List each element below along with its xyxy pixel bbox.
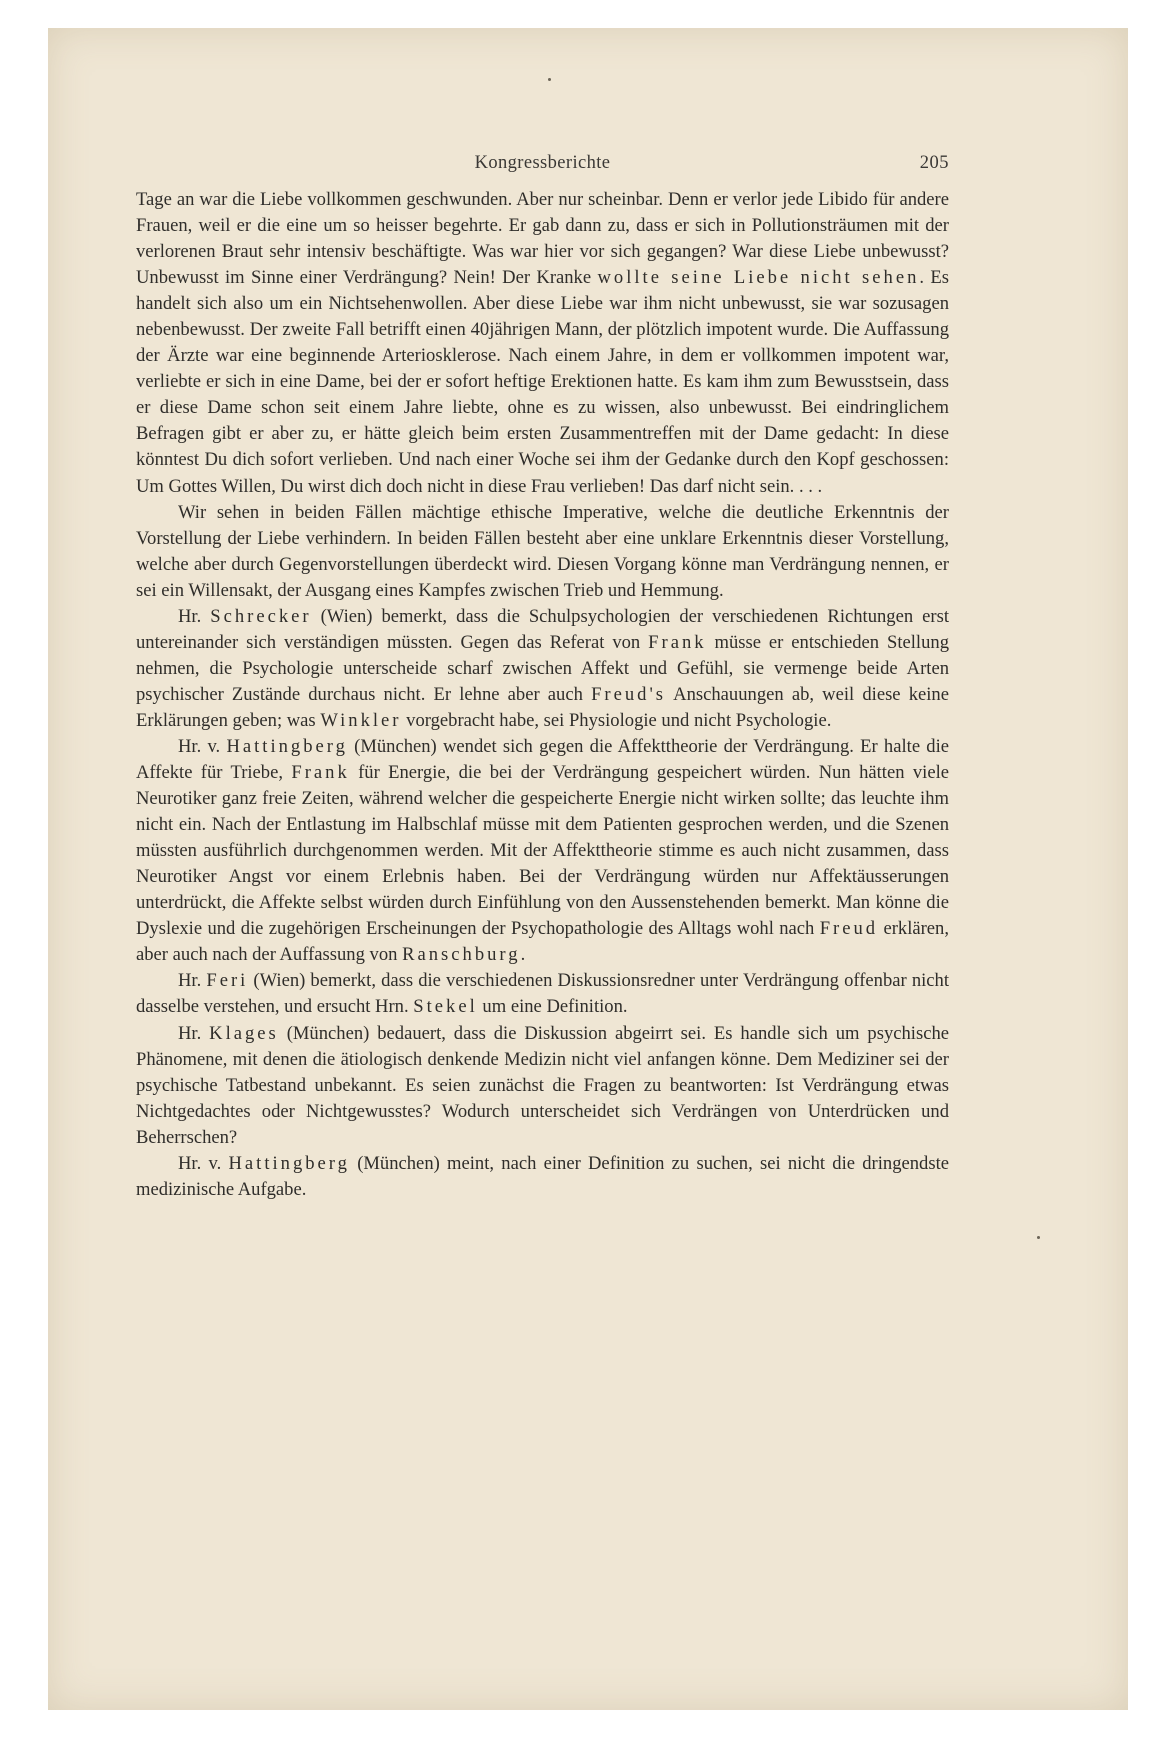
spaced-name: Frank [291,762,350,784]
spaced-name: Freud [819,918,879,940]
text-run: Anschauungen ab, weil diese keine Erklärungen geben; was [136,683,949,731]
text-run: . Es handelt sich also um ein Nichtsehenwollen. Aber diese Liebe war ihm nicht unbewusst, sie war sozusagen nebenbewusst. Der zweite Fall betrifft einen 40jährigen Mann, der plötzlich impotent wurde. Die Auffassung der Ärzte war eine beginnende Arteriosklerose. Nach einem Jahre, in dem er vollkommen impotent war, verliebte er sich in eine Dame, bei der er sofort heftige Erektionen hatte. Es kam ihm zum Bewusstsein, dass er diese Dame schon seit einem Jahre liebte, ohne es zu wissen, also unbewusst. Bei eindringlichem Befragen gibt er aber zu, er hätte gleich beim ersten Zusammentreffen mit der Dame gedacht: In diese könntest Du dich sofort verlieben. Und nach einer Woche sei ihm der Gedanke durch den Kopf geschossen: Um Gottes Willen, Du wirst dich doch nicht in diese Frau verlieben! Das darf nicht sein. . . . [136,267,949,497]
spaced-name: Stekel [413,996,478,1018]
text-run: (Wien) bemerkt, dass die verschiedenen Diskussionsredner unter Verdrängung offenbar nicht dasselbe verstehen, und ersucht Hrn. [136,970,950,1018]
stray-ink-dot [548,78,551,81]
paragraph [136,500,949,604]
text-run: um eine Definition. [477,996,628,1018]
text-run: vorgebracht habe, sei Physiologie und nicht Psychologie. [401,709,832,731]
spaced-name: wollte seine Liebe nicht sehen [597,267,920,289]
paragraph [136,604,949,734]
spaced-name: Freud's [591,683,667,705]
spaced-name: Winkler [320,709,402,731]
spaced-name: Klages [209,1022,279,1044]
paragraph [136,968,949,1020]
text-run: (München) bedauert, dass die Diskussion abgeirrt sei. Es handle sich um psychische Phänomene, mit denen die ätiologisch denkende Medizin nicht viel anfangen könne. Dem Mediziner sei der psychische Tatbestand unbekannt. Es seien zunächst die Fragen zu beantworten: Ist Verdrängung etwas Nichtgedachtes oder Nichtgewusstes? Wodurch unterscheidet sich Verdrängen von Unterdrücken und Beherrschen? [136,1022,949,1148]
spaced-name: Hattingberg [226,735,348,757]
text-run: . [520,944,526,966]
running-head-title: Kongressberichte [474,153,611,173]
spaced-name: Feri [206,970,249,992]
paragraph [136,1151,949,1203]
text-run: Hr. [178,1022,210,1044]
text-run: (Wien) bemerkt, dass die Schulpsychologien der verschiedenen Richtungen erst untereinander sich verständigen müssten. Gegen das Referat von [136,605,949,653]
text-run: (München) meint, nach einer Definition zu suchen, sei nicht die dringendste medizinische Aufgabe. [136,1152,949,1200]
paragraph [136,1021,949,1151]
spaced-name: Ranschburg [402,944,521,966]
text-run: für Energie, die bei der Verdrängung gespeichert würden. Nun hätten viele Neurotiker ganz freie Zeiten, während welcher die gespeicherte Energie nicht wirken sollte; das leuchte ihm nicht ein. Nach der Entlastung im Halbschlaf müsse mit dem Patienten gesprochen werden, und die Szenen müssten ausführlich durchgenommen werden. Mit der Affekttheorie stimme es auch nicht zusammen, dass Neurotiker Angst vor einem Erlebnis haben. Bei der Verdrängung würden nur Affektäusserungen unterdrückt, die Affekte selbst würden durch Einfühlung von den Aussenstehenden bemerkt. Man könne die Dyslexie und die zugehörigen Erscheinungen der Psychopathologie des Alltags wohl nach [136,762,949,940]
text-run: Hr. [178,970,207,992]
text-run: Hr. v. [178,735,227,757]
paragraph [136,187,949,500]
spaced-name: Frank [648,631,707,653]
text-run: erklären, aber auch nach der Auffassung von [136,918,949,966]
text-run: (München) wendet sich gegen die Affekttheorie der Verdrängung. Er halte die Affekte für Triebe, [136,735,950,784]
running-head [136,150,949,176]
stray-ink-dot [1037,1236,1040,1239]
spaced-name: Schrecker [210,605,312,627]
text-run: Wir sehen in beiden Fällen mächtige ethische Imperative, welche die deutliche Erkenntnis der Vorstellung der Liebe verhindern. In beiden Fällen besteht aber eine unklare Erkenntnis dieser Vorstellung, welche aber durch Gegenvorstellungen überdeckt wird. Diesen Vorgang könne man Verdrängung nennen, er sei ein Willensakt, der Ausgang eines Kampfes zwischen Trieb und Hemmung. [136,501,949,601]
text-run: Hr. v. [178,1152,229,1174]
text-run: müsse er entschieden Stellung nehmen, die Psychologie unterscheide scharf zwischen Affekt und Gefühl, sie vermenge beide Arten psychischer Zustände durchaus nicht. Er lehne aber auch [136,631,949,705]
body-text [136,187,949,1203]
page-number: 205 [919,153,949,173]
text-run: Hr. [178,605,211,627]
text-run: Tage an war die Liebe vollkommen geschwunden. Aber nur scheinbar. Denn er verlor jede Libido für andere Frauen, weil er die eine um so heisser begehrte. Er gab dann zu, dass er sich in Pollutionsträumen mit der verlorenen Braut sehr intensiv beschäftigte. Was war hier vor sich gegangen? War diese Liebe unbewusst? Unbewusst im Sinne einer Verdrängung? Nein! Der Kranke [136,189,949,289]
paragraph [136,734,949,968]
spaced-name: Hattingberg [228,1152,350,1174]
